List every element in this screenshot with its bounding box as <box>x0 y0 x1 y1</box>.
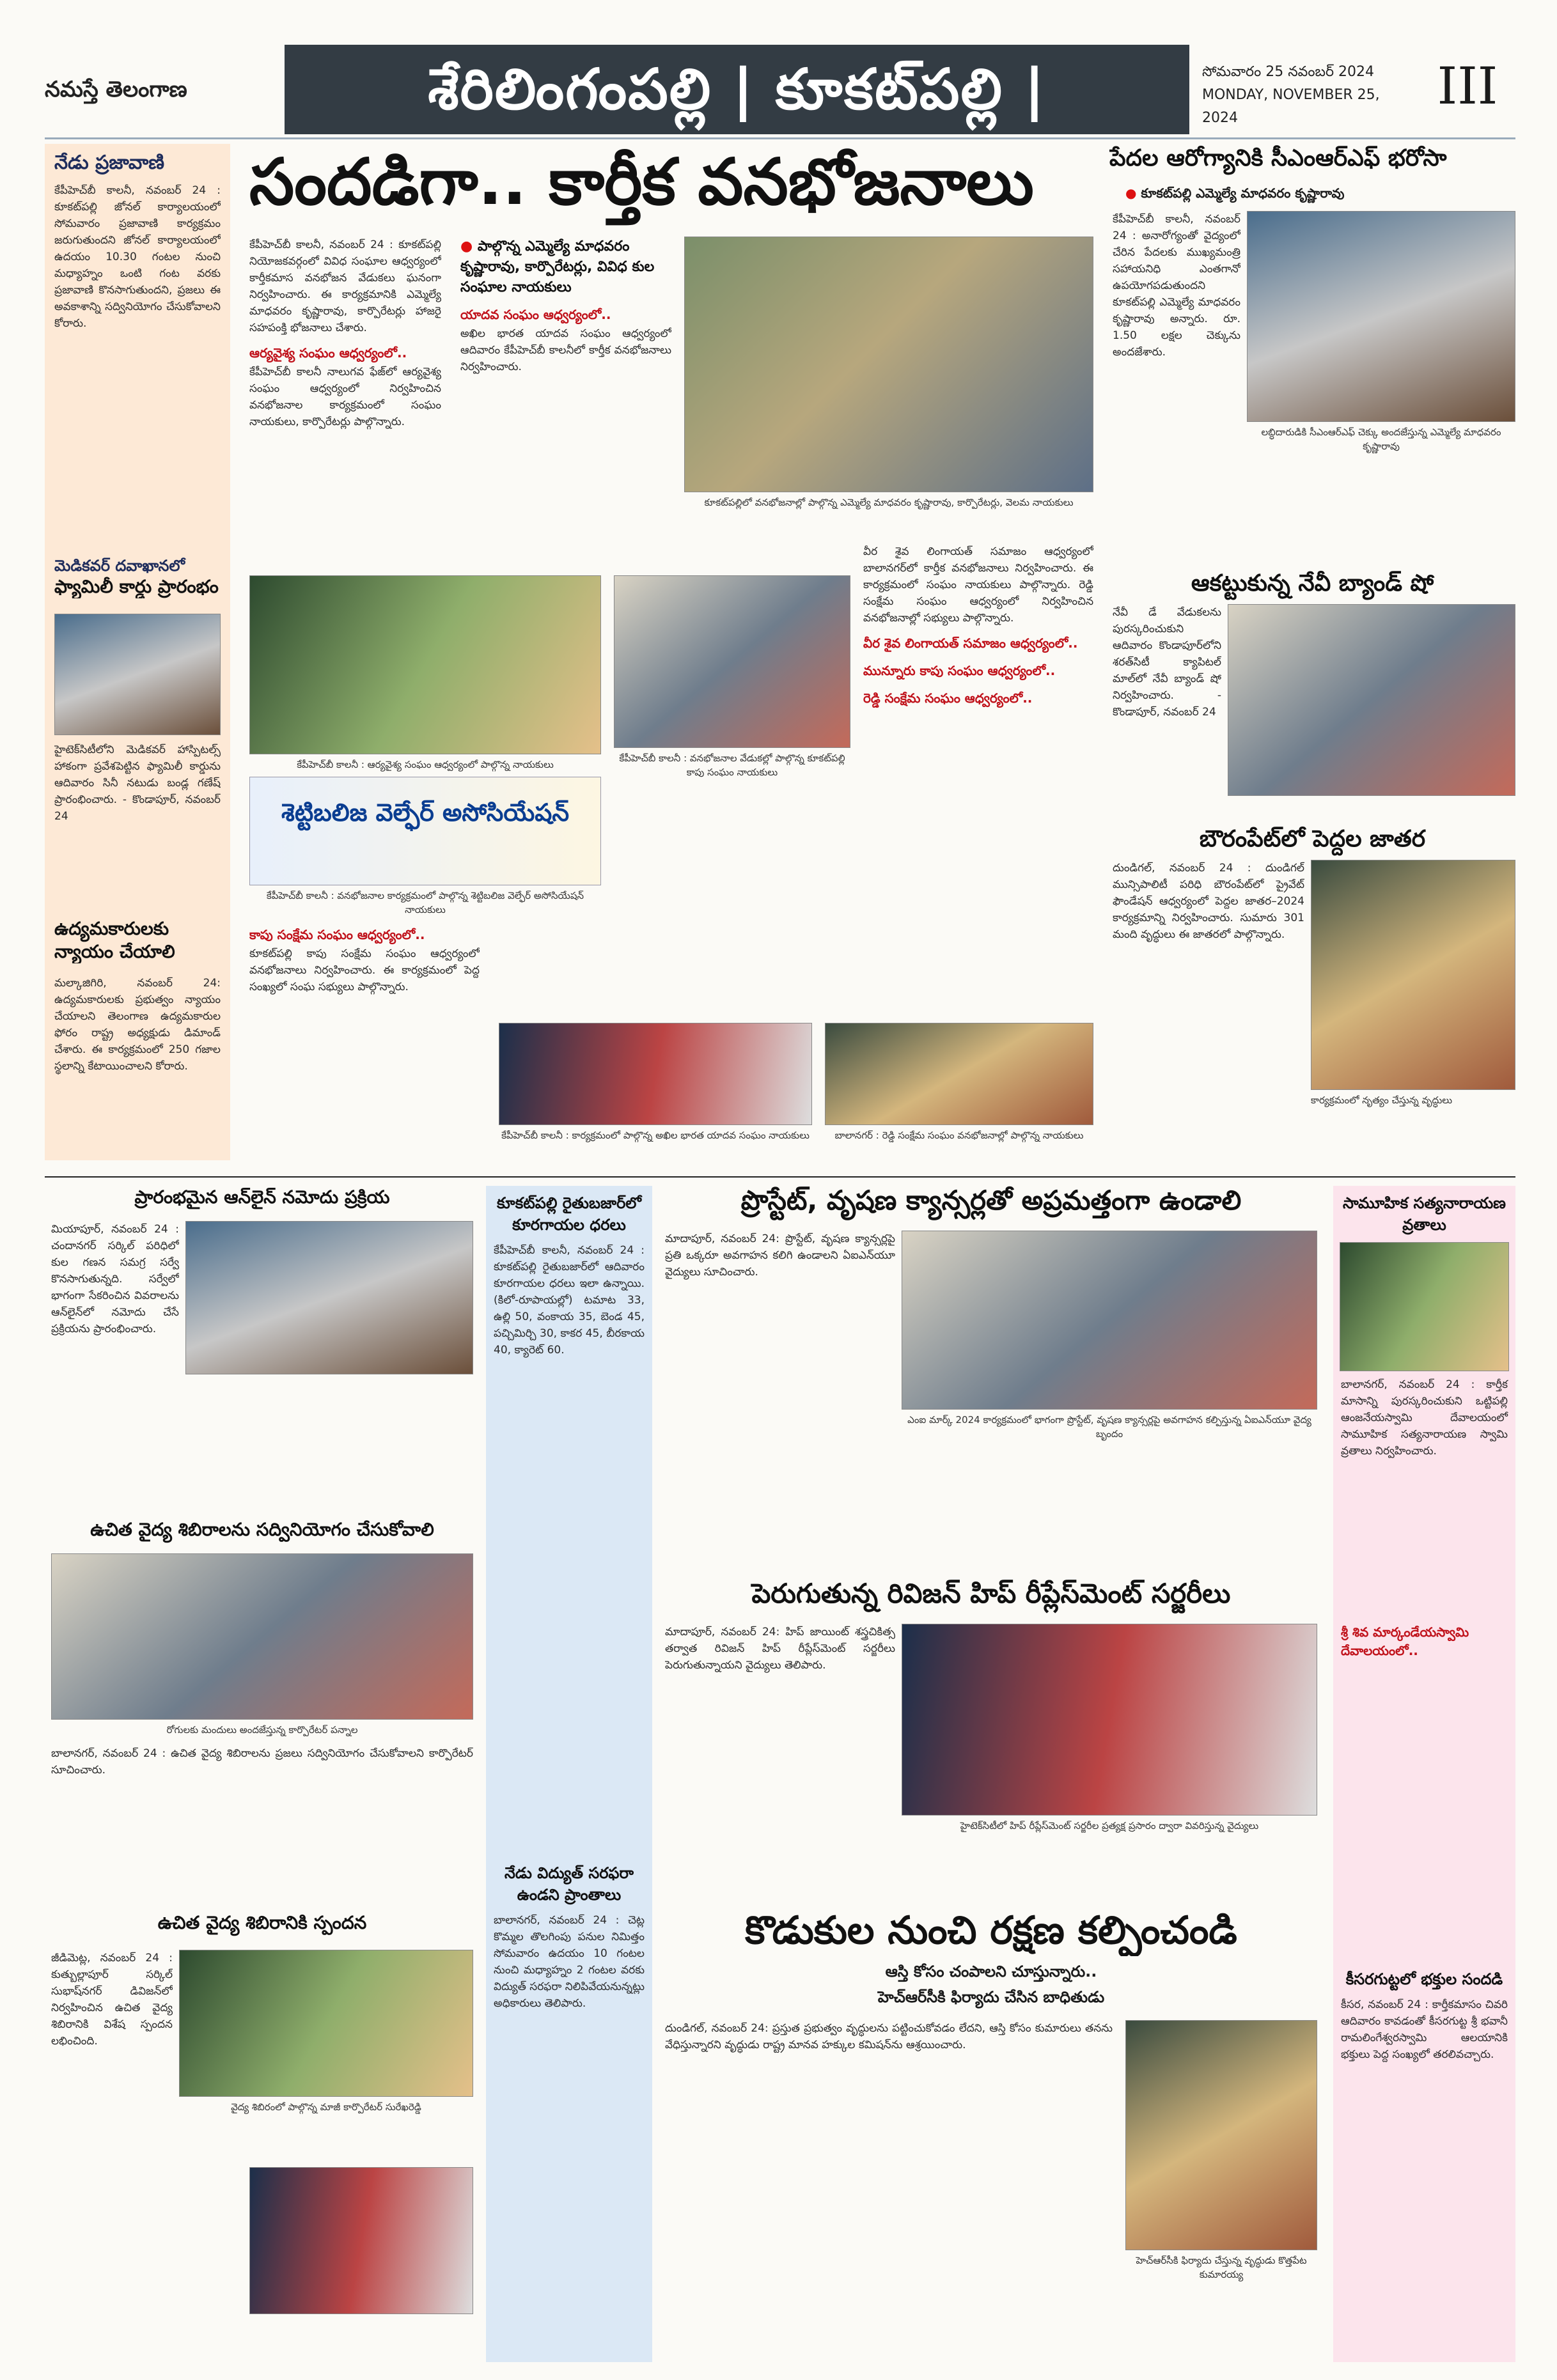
medical-camp-response-caption: వైద్య శిబిరంలో పాల్గొన్న మాజీ కార్పొరేటర్ సురేఖరెడ్డి <box>231 2101 421 2113</box>
rythu-bazaar-column <box>486 1186 652 2362</box>
medical-camp-response-photo <box>179 1950 473 2097</box>
lead-sub-6: రెడ్డి సంక్షేమ సంఘం ఆధ్వర్యంలో.. <box>863 690 1033 706</box>
lead-sub-3: కాపు సంక్షేమ సంఘం ఆధ్వర్యంలో.. <box>249 927 425 942</box>
lead-sub-4: వీర శైవ లింగాయత్ సమాజం ఆధ్వర్యంలో.. <box>863 635 1078 651</box>
sons-protection-deck: ఆస్తి కోసం చంపాలని చూస్తున్నారు.. <box>885 1963 1097 1980</box>
online-reg-headline: ప్రారంభమైన ఆన్‌లైన్ నమోదు ప్రక్రియ <box>134 1186 390 1208</box>
lead-sub-5: మున్నూరు కాపు సంఘం ఆధ్వర్యంలో.. <box>863 663 1056 678</box>
peddala-jatara-photo <box>1311 860 1515 1090</box>
lead-photo-main <box>684 237 1093 492</box>
lead-photo-reddy <box>825 1023 1093 1125</box>
rythu-bazaar-headline: కూకట్‌పల్లి రైతుబజార్‌లో కూరగాయల ధరలు <box>496 1194 642 1234</box>
date-english: MONDAY, NOVEMBER 25, 2024 <box>1202 87 1380 125</box>
lead-bullet-text: పాల్గొన్న ఎమ్మెల్యే మాధవరం కృష్ణారావు, కార్పొరేటర్లు, వివిధ కుల సంఘాల నాయకులు <box>460 238 655 295</box>
navy-band-headline: ఆకట్టుకున్న నేవీ బ్యాండ్ షో <box>1191 570 1434 596</box>
family-card-photo <box>54 614 221 735</box>
sons-protection-photo <box>1125 2020 1317 2250</box>
section-divider <box>45 1176 1515 1178</box>
right-bottom-column <box>1333 1186 1515 2362</box>
prostate-headline: ప్రొస్టేట్, వృషణ క్యాన్సర్లతో అప్రమత్తంగా ఉండాలి <box>740 1186 1242 1216</box>
prostate-photo <box>902 1231 1317 1410</box>
power-cut-headline: నేడు విద్యుత్ సరఫరా ఉండని ప్రాంతాలు <box>505 1864 634 1904</box>
medicover-kicker: మెడికవర్ దవాఖానలో <box>54 557 185 575</box>
activists-heading: ఉద్యమకారులకు న్యాయం చేయాలి <box>54 918 175 962</box>
navy-band-photo <box>1228 604 1515 796</box>
lead-photo-reddy-caption: బాలానగర్ : రెడ్డి సంక్షేమ సంఘం వనభోజనాల్లో పాల్గొన్న నాయకులు <box>834 1130 1084 1141</box>
left-sidebar <box>45 144 230 1160</box>
cmrf-photo <box>1247 211 1515 422</box>
hip-photo <box>902 1624 1317 1816</box>
date-telugu: సోమవారం 25 నవంబర్ 2024 <box>1202 64 1374 80</box>
hip-body: మాదాపూర్, నవంబర్ 24: హిప్ జాయింట్ శస్త్రచికిత్స తర్వాత రివిజన్ హిప్ రీప్లేస్‌మెంట్ సర్జరీలు పెరుగుతున్నాయని వైద్యులు తెలిపారు. <box>665 1626 895 1672</box>
sons-protection-caption: హెచ్‌ఆర్‌సీకి ఫిర్యాదు చేస్తున్న వృద్ధుడు కొత్తపేట కుమారయ్య <box>1136 2255 1307 2280</box>
sons-protection-body: దుండిగల్, నవంబర్ 24: ప్రస్తుత ప్రభుత్వం వృద్ధులను పట్టించుకోవడం లేదని, ఆస్తి కోసం కుమారులు తనను వేధిస్తున్నారని వృద్ధుడు రాష్ట్ర మానవ హక్కుల కమిషన్‌ను ఆశ్రయించారు. <box>665 2022 1113 2051</box>
lead-photo-arya-caption: కేపీహెచ్‌బీ కాలనీ : ఆర్యవైశ్య సంఘం ఆధ్వర్యంలో పాల్గొన్న నాయకులు <box>297 759 554 770</box>
lead-photo-main-caption: కూకట్‌పల్లిలో వనభోజనాల్లో పాల్గొన్న ఎమ్మెల్యే మాధవరం కృష్ణారావు, కార్పొరేటర్లు, వెలమ నాయకులు <box>704 497 1074 508</box>
lead-body-4: కూకట్‌పల్లి కాపు సంక్షేమ సంఘం ఆధ్వర్యంలో వనభోజనాలు నిర్వహించారు. ఈ కార్యక్రమంలో పెద్ద సంఖ్యలో సంఘ సభ్యులు పాల్గొన్నారు. <box>249 947 480 993</box>
medical-camp-response-headline: ఉచిత వైద్య శిబిరానికి స్పందన <box>157 1912 367 1933</box>
praja-vani-body: కేపీహెచ్‌బీ కాలనీ, నవంబర్ 24 : కూకట్‌పల్లి జోనల్ కార్యాలయంలో సోమవారం ప్రజావాణి కార్యక్రమం జరుగుతుందని జోనల్ కార్యాలయంలో ఉదయం 10.30 గంటల నుంచి మధ్యాహ్నం ఒంటి గంట వరకు ప్రజావాణి కొనసాగుతుందని, ప్రజలు ఈ అవకాశాన్ని సద్వినియోగం చేసుకోవాలని కోరారు. <box>54 184 221 330</box>
satyanarayana-photo <box>1340 1242 1509 1371</box>
shettibalija-caption: కేపీహెచ్‌బీ కాలనీ : వనభోజనాల కార్యక్రమంలో పాల్గొన్న శెట్టిబలిజ వెల్ఫేర్ అసోసియేషన్ నాయకులు <box>266 890 584 915</box>
rythu-bazaar-body: కేపీహెచ్‌బీ కాలనీ, నవంబర్ 24 : కూకట్‌పల్లి రైతుబజార్‌లో ఆదివారం కూరగాయల ధరలు ఇలా ఉన్నాయి. (కిలో-రూపాయల్లో) టమాట 33, ఉల్లి 50, వంకాయ 35, బెండ 45, పచ్చిమిర్చి 30, కాకర 45, బీరకాయ 40, క్యారెట్ 60. <box>494 1244 645 1357</box>
family-card-body: హైటెక్‌సిటీలోని మెడికవర్ హాస్పిటల్స్ హాకంగా ప్రవేశపెట్టిన ఫ్యామిలీ కార్డును ఆదివారం సినీ నటుడు బండ్ల గణేష్ ప్రారంభించారు. - కొండాపూర్, నవంబర్ 24 <box>54 743 221 823</box>
prostate-caption: ఎంఐ మార్క్ 2024 కార్యక్రమంలో భాగంగా ప్రొస్టేట్, వృషణ క్యాన్సర్లపై అవగాహన కల్పిస్తున్న ఏఐఎన్‌యూ వైద్య బృందం <box>907 1414 1311 1440</box>
lead-sub-1: ఆర్యవైశ్య సంఘం ఆధ్వర్యంలో.. <box>249 345 407 361</box>
lead-photo-kapu <box>614 575 850 748</box>
satyanarayana-body: బాలానగర్, నవంబర్ 24 : కార్తీక మాసాన్ని పురస్కరించుకుని ఒట్టిపల్లి ఆంజనేయస్వామి దేవాలయంలో సామూహిక సత్యనారాయణ స్వామి వ్రతాలు నిర్వహించారు. <box>1341 1378 1508 1458</box>
lead-photo-kapu-caption: కేపీహెచ్‌బీ కాలనీ : వనభోజనాల వేడుకల్లో పాల్గొన్న కూకట్‌పల్లి కాపు సంఘం నాయకులు <box>619 752 845 778</box>
masthead-rule <box>45 137 1515 139</box>
red-bullet-icon: ● <box>1125 185 1141 201</box>
section-title-bar: శేరిలింగంపల్లి | కూకట్‌పల్లి | <box>285 45 1189 134</box>
peddala-jatara-caption: కార్యక్రమంలో నృత్యం చేస్తున్న వృద్ధులు <box>1311 1094 1453 1106</box>
praja-vani-heading: నేడు ప్రజావాణి <box>54 152 165 174</box>
lead-photo-yadava <box>499 1023 812 1125</box>
hip-headline: పెరుగుతున్న రివిజన్ హిప్ రీప్లేస్‌మెంట్ సర్జరీలు <box>751 1579 1231 1609</box>
medical-camp-photo <box>51 1553 473 1720</box>
cmrf-headline: పేదల ఆరోగ్యానికి సీఎంఆర్‌ఎఫ్ భరోసా <box>1109 145 1447 171</box>
satyanarayana-sub: శ్రీ శివ మార్కండేయస్వామి దేవాలయంలో.. <box>1341 1624 1469 1658</box>
medical-camp-headline: ఉచిత వైద్య శిబిరాలను సద్వినియోగం చేసుకోవాలి <box>90 1519 434 1540</box>
family-card-heading: ఫ్యామిలీ కార్డు ప్రారంభం <box>54 576 219 597</box>
online-reg-body: మియాపూర్, నవంబర్ 24 : చందానగర్ సర్కిల్ పరిధిలో కుల గణన సమగ్ర సర్వే కొనసాగుతున్నది. సర్వేలో భాగంగా సేకరించిన వివరాలను ఆన్‌లైన్‌లో నమోదు చేసే ప్రక్రియను ప్రారంభించారు. <box>51 1223 179 1335</box>
lead-col-kapu <box>249 927 480 1138</box>
peddala-jatara-headline: బౌరంపేట్‌లో పెద్దల జాతర <box>1199 826 1426 852</box>
hip-caption: హైటెక్‌సిటీలో హిప్ రీప్లేస్‌మెంట్ సర్జరీల ప్రత్యక్ష ప్రసారం ద్వారా వివరిస్తున్న వైద్యులు <box>960 1820 1259 1832</box>
navy-band-body: నేవీ డే వేడుకలను పురస్కరించుకుని ఆదివారం కొండాపూర్‌లోని శరత్‌సిటీ క్యాపిటల్ మాల్‌లో నేవీ బ్యాండ్ షో నిర్వహించారు. - కొండాపూర్, నవంబర్ 24 <box>1113 606 1221 719</box>
lead-photo-yadava-caption: కేపీహెచ్‌బీ కాలనీ : కార్యక్రమంలో పాల్గొన్న అఖిల భారత యాదవ సంఘం నాయకులు <box>501 1130 810 1141</box>
power-cut-body: బాలానగర్, నవంబర్ 24 : చెట్ల కొమ్మల తొలగింపు పనుల నిమిత్తం సోమవారం ఉదయం 10 గంటల నుంచి మధ్యాహ్నం 2 గంటల వరకు విద్యుత్ సరఫరా నిలిపివేయనున్నట్లు అధికారులు తెలిపారు. <box>494 1914 645 2010</box>
page-number: III <box>1437 56 1498 116</box>
activists-body: మల్కాజిగిరి, నవంబర్ 24: ఉద్యమకారులకు ప్రభుత్వం న్యాయం చేయాలని తెలంగాణ ఉద్యమకారుల ఫోరం రాష్ట్ర అధ్యక్షుడు డిమాండ్ చేశారు. ఈ కార్యక్రమంలో 250 గజాల స్థలాన్ని కేటాయించాలని కోరారు. <box>54 977 221 1073</box>
prostate-body: మాదాపూర్, నవంబర్ 24: ప్రొస్టేట్, వృషణ క్యాన్సర్లపై ప్రతి ఒక్కరూ అవగాహన కలిగి ఉండాలని ఏఐఎన్‌యూ వైద్యులు సూచించారు. <box>665 1233 895 1279</box>
peddala-jatara-body: దుండిగల్, నవంబర్ 24 : దుండిగల్ మున్సిపాలిటీ పరిధి బౌరంపేట్‌లో ప్రైవేట్ ఫౌండేషన్ ఆధ్వర్యంలో పెద్దల జాతర–2024 కార్యక్రమాన్ని నిర్వహించారు. సుమారు 301 మంది వృద్ధులు ఈ జాతరలో పాల్గొన్నారు. <box>1113 862 1304 941</box>
lead-col-2 <box>460 237 671 543</box>
medical-camp-body: బాలానగర్, నవంబర్ 24 : ఉచిత వైద్య శిబిరాలను ప్రజలు సద్వినియోగం చేసుకోవాలని కార్పొరేటర్ సూచించారు. <box>51 1747 473 1777</box>
cmrf-caption: లబ్ధిదారుడికి సీఎంఆర్‌ఎఫ్ చెక్కు అందజేస్తున్న ఎమ్మెల్యే మాధవరం కృష్ణారావు <box>1261 426 1501 452</box>
sons-protection-deck-2: హెచ్‌ఆర్‌సీకి ఫిర్యాదు చేసిన బాధితుడు <box>877 1988 1105 2006</box>
sons-protection-headline: కొడుకుల నుంచి రక్షణ కల్పించండి <box>745 1908 1237 1953</box>
lead-body-1: కేపీహెచ్‌బీ కాలనీ, నవంబర్ 24 : కూకట్‌పల్లి నియోజకవర్గంలో వివిధ సంఘాల ఆధ్వర్యంలో కార్తీకమాస వనభోజన వేడుకలు ఘనంగా నిర్వహించారు. ఈ కార్యక్రమానికి ఎమ్మెల్యే మాధవరం కృష్ణారావు, కార్పొరేటర్లు హాజరై సహపంక్తి భోజనాలు చేశారు. <box>249 238 441 334</box>
banner-text: శెట్టిబలిజ వెల్ఫేర్ అసోసియేషన్ <box>281 798 569 827</box>
keesara-headline: కీసరగుట్టలో భక్తుల సందడి <box>1345 1970 1503 1988</box>
lead-sub-2: యాదవ సంఘం ఆధ్వర్యంలో.. <box>460 307 611 322</box>
cmrf-body: కేపీహెచ్‌బీ కాలనీ, నవంబర్ 24 : అనారోగ్యంతో వైద్యంలో చేరిన పేదలకు ముఖ్యమంత్రి సహాయనిధి ఎంతగానో ఉపయోగపడుతుందని కూకట్‌పల్లి ఎమ్మెల్యే మాధవరం కృష్ణారావు అన్నారు. రూ. 1.50 లక్షల చెక్కును అందజేశారు. <box>1113 213 1240 359</box>
lead-headline: సందడిగా.. కార్తీక వనభోజనాలు <box>249 144 1034 219</box>
medical-camp-response-body: జీడిమెట్ల, నవంబర్ 24 : కుత్బుల్లాపూర్ సర్కిల్ సుభాష్‌నగర్ డివిజన్‌లో నిర్వహించిన ఉచిత వైద్య శిబిరానికి విశేష స్పందన లభించింది. <box>51 1952 173 2048</box>
newspaper-brand: నమస్తే తెలంగాణ <box>45 77 187 102</box>
red-bullet-icon: ● <box>460 238 478 254</box>
medical-camp-caption: రోగులకు మందులు అందజేస్తున్న కార్పొరేటర్ పన్నాల <box>166 1724 358 1736</box>
lead-bullet <box>460 237 671 298</box>
cmrf-bullet <box>1125 185 1509 207</box>
medical-camp-response-photo-2 <box>249 2167 473 2314</box>
date-block <box>1202 61 1407 125</box>
keesara-body: కీసర, నవంబర్ 24 : కార్తీకమాసం చివరి ఆదివారం కావడంతో కీసరగుట్ట శ్రీ భవానీ రామలింగేశ్వరస్వామి ఆలయానికి భక్తులు పెద్ద సంఖ్యలో తరలివచ్చారు. <box>1341 1998 1508 2061</box>
cmrf-bullet-text: కూకట్‌పల్లి ఎమ్మెల్యే మాధవరం కృష్ణారావు <box>1141 185 1345 201</box>
lead-body-3: అఖిల భారత యాదవ సంఘం ఆధ్వర్యంలో ఆదివారం కేపీహెచ్‌బీ కాలనీలో కార్తీక వనభోజనాలు నిర్వహించారు. <box>460 327 671 373</box>
shettibalija-banner-photo <box>249 777 601 885</box>
lead-body-2: కేపీహెచ్‌బీ కాలనీ నాలుగవ ఫేజ్‌లో ఆర్యవైశ్య సంఘం ఆధ్వర్యంలో నిర్వహించిన వనభోజనాల కార్యక్రమంలో సంఘం నాయకులు, కార్పొరేటర్లు పాల్గొన్నారు. <box>249 366 441 428</box>
online-reg-photo <box>185 1221 473 1374</box>
satyanarayana-headline: సామూహిక సత్యనారాయణ వ్రతాలు <box>1342 1194 1506 1234</box>
lead-photo-arya <box>249 575 601 754</box>
lead-body-5: వీర శైవ లింగాయత్ సమాజం ఆధ్వర్యంలో బాలానగర్‌లో కార్తీక వనభోజనాలు నిర్వహించారు. ఈ కార్యక్రమంలో సంఘం నాయకులు పాల్గొన్నారు. రెడ్డి సంక్షేమ సంఘం ఆధ్వర్యంలో నిర్వహించిన వనభోజనాల్లో సభ్యులు పాల్గొన్నారు. <box>863 545 1093 625</box>
